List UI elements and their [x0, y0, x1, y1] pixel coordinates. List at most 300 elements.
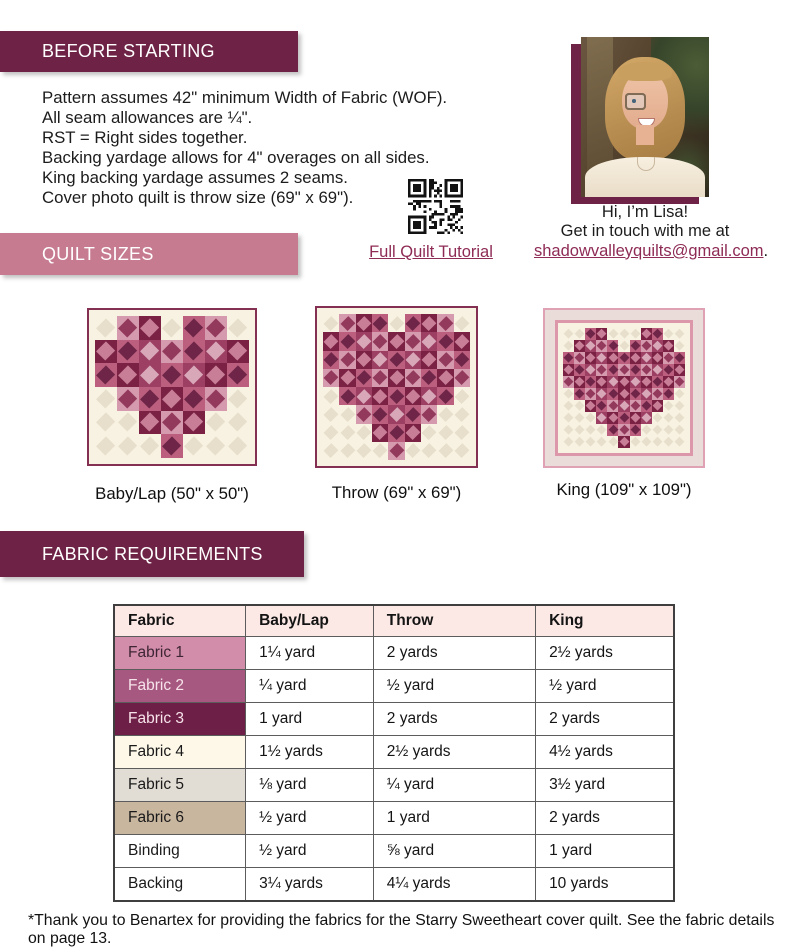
quilt-star	[184, 342, 203, 361]
quilt-block	[585, 340, 596, 352]
quilt-block	[574, 340, 585, 352]
quilt-block	[563, 328, 574, 340]
yardage-cell: ⅛ yard	[246, 769, 374, 802]
quilt-block	[405, 387, 421, 405]
quilt-star	[356, 407, 371, 422]
quilt-block	[652, 424, 663, 436]
quilt-star	[630, 401, 640, 411]
quilt-star	[373, 352, 388, 367]
quilt-block	[339, 332, 355, 350]
quilt-block	[596, 412, 607, 424]
quilt-star	[575, 401, 585, 411]
quilt-block	[95, 411, 117, 435]
quilt-block	[674, 328, 685, 340]
quilt-star	[597, 437, 607, 447]
quilt-star	[675, 401, 685, 411]
quilt-block	[674, 400, 685, 412]
quilt-star	[422, 352, 437, 367]
quilt-star	[619, 353, 629, 363]
quilt-star	[630, 377, 640, 387]
quilt-star	[454, 389, 469, 404]
quilt-block	[405, 332, 421, 350]
quilt-star	[228, 318, 247, 337]
quilt-block	[574, 424, 585, 436]
quilt-block	[652, 436, 663, 448]
quilt-block	[372, 351, 388, 369]
quilt-star	[652, 341, 662, 351]
quilt-block	[139, 411, 161, 435]
quilt-block	[372, 387, 388, 405]
quilt-block	[388, 424, 404, 442]
quilt-block	[630, 436, 641, 448]
quilt-block	[139, 363, 161, 387]
quilt-star	[575, 377, 585, 387]
quilt-star	[652, 425, 662, 435]
table-header-row	[114, 605, 674, 637]
quilt-star	[675, 413, 685, 423]
quilt-star	[454, 444, 469, 459]
quilt-block	[454, 369, 470, 387]
quilt-star	[575, 353, 585, 363]
quilt-star	[162, 342, 181, 361]
quilt-star	[356, 371, 371, 386]
quilt-block	[663, 376, 674, 388]
quilt-block	[356, 442, 372, 460]
quilt-block	[205, 434, 227, 458]
quilt-block	[95, 316, 117, 340]
quilt-star	[630, 329, 640, 339]
quilt-block	[652, 388, 663, 400]
quilt-star	[340, 334, 355, 349]
yardage-cell: 1 yard	[536, 835, 674, 868]
quilt-star	[641, 437, 651, 447]
full-quilt-tutorial-link[interactable]: Full Quilt Tutorial	[369, 243, 493, 261]
quilt-block	[139, 316, 161, 340]
quilt-block	[437, 424, 453, 442]
quilt-block	[454, 351, 470, 369]
quilt-block	[596, 388, 607, 400]
quilt-star	[675, 353, 685, 363]
quilt-block	[585, 364, 596, 376]
quilt-star	[324, 425, 339, 440]
quilt-block	[161, 434, 183, 458]
quilt-block	[421, 332, 437, 350]
quilt-block	[421, 424, 437, 442]
quilt-star	[630, 425, 640, 435]
quilt-block	[563, 388, 574, 400]
quilt-star	[652, 329, 662, 339]
quilt-star	[652, 365, 662, 375]
quilt-star	[96, 389, 115, 408]
quilt-block	[663, 364, 674, 376]
quilt-star	[608, 425, 618, 435]
quilt-grid	[95, 316, 249, 458]
quilt-star	[228, 436, 247, 455]
quilt-block	[227, 434, 249, 458]
qr-code-icon	[408, 179, 463, 234]
quilt-star	[438, 389, 453, 404]
quilt-star	[619, 389, 629, 399]
quilt-block	[227, 316, 249, 340]
quilt-block	[607, 424, 618, 436]
quilt-block	[652, 412, 663, 424]
quilt-star	[663, 353, 673, 363]
quilt-block	[372, 314, 388, 332]
quilt-block	[95, 363, 117, 387]
yardage-cell: 1¼ yard	[246, 637, 374, 670]
quilt-star	[228, 413, 247, 432]
quilt-star	[641, 329, 651, 339]
quilt-block	[585, 400, 596, 412]
fabric-label-cell: Fabric 5	[114, 769, 246, 802]
quilt-block	[372, 369, 388, 387]
quilt-star	[206, 436, 225, 455]
quilt-star	[597, 329, 607, 339]
quilt-star	[118, 318, 137, 337]
quilt-star	[586, 377, 596, 387]
quilt-star	[405, 407, 420, 422]
quilt-block	[574, 364, 585, 376]
quilt-grid	[323, 314, 470, 460]
quilt-block	[574, 388, 585, 400]
quilt-star	[564, 353, 574, 363]
quilt-block	[641, 400, 652, 412]
section-title-before-starting: BEFORE STARTING	[42, 41, 215, 61]
quilt-block	[652, 352, 663, 364]
section-title-fabric-requirements: FABRIC REQUIREMENTS	[42, 543, 263, 564]
quilt-border	[87, 308, 257, 466]
yardage-cell: ½ yard	[246, 835, 374, 868]
quilt-star	[340, 407, 355, 422]
quilt-block	[585, 424, 596, 436]
quilt-star	[630, 353, 640, 363]
quilt-star	[356, 352, 371, 367]
quilt-block	[652, 340, 663, 352]
quilt-block	[618, 376, 629, 388]
quilt-star	[619, 341, 629, 351]
quilt-star	[597, 341, 607, 351]
quilt-star	[663, 341, 673, 351]
quilt-block	[607, 388, 618, 400]
quilt-star	[608, 437, 618, 447]
quilt-caption-king: King (109" x 109")	[556, 480, 692, 499]
quilt-block	[630, 388, 641, 400]
quilt-star	[608, 353, 618, 363]
quilt-block	[139, 434, 161, 458]
quilt-star	[356, 444, 371, 459]
fabric-label-cell: Backing	[114, 868, 246, 902]
fabric-label-cell: Fabric 2	[114, 670, 246, 703]
quilt-star	[586, 389, 596, 399]
quilt-star	[140, 413, 159, 432]
quilt-block	[630, 424, 641, 436]
yardage-cell: 2 yards	[536, 703, 674, 736]
quilt-block	[607, 412, 618, 424]
quilt-star	[340, 444, 355, 459]
quilt-block	[641, 424, 652, 436]
yardage-cell: 2 yards	[373, 703, 535, 736]
quilt-block	[652, 364, 663, 376]
quilt-block	[641, 340, 652, 352]
quilt-star	[619, 413, 629, 423]
quilt-caption-throw: Throw (69" x 69")	[331, 483, 462, 502]
quilt-block	[618, 340, 629, 352]
quilt-block	[139, 387, 161, 411]
quilt-star	[575, 365, 585, 375]
quilt-block	[372, 424, 388, 442]
quilt-star	[575, 425, 585, 435]
quilt-block	[205, 387, 227, 411]
quilt-star	[608, 401, 618, 411]
quilt-star	[389, 444, 404, 459]
quilt-star	[389, 334, 404, 349]
yardage-cell: ¼ yard	[246, 670, 374, 703]
quilt-star	[630, 413, 640, 423]
quilt-grid	[563, 328, 685, 448]
quilt-block	[585, 376, 596, 388]
contact-greeting: Hi, I’m Lisa!	[601, 203, 689, 221]
yardage-cell: ⅝ yard	[373, 835, 535, 868]
quilt-block	[161, 387, 183, 411]
quilt-star	[630, 437, 640, 447]
quilt-block	[596, 424, 607, 436]
table-row	[114, 670, 674, 703]
quilt-block	[607, 436, 618, 448]
quilt-block	[421, 387, 437, 405]
quilt-star	[564, 365, 574, 375]
quilt-block	[323, 442, 339, 460]
quilt-block	[405, 442, 421, 460]
yardage-cell: 4½ yards	[536, 736, 674, 769]
quilt-block	[117, 434, 139, 458]
quilt-star	[340, 371, 355, 386]
quilt-star	[118, 436, 137, 455]
quilt-block	[356, 424, 372, 442]
quilt-block	[585, 436, 596, 448]
quilt-star	[340, 389, 355, 404]
yardage-cell: 1½ yards	[246, 736, 374, 769]
quilt-inner-frame	[555, 320, 693, 456]
quilt-block	[641, 352, 652, 364]
quilt-star	[597, 425, 607, 435]
quilt-star	[373, 334, 388, 349]
quilt-star	[564, 377, 574, 387]
quilt-star	[324, 444, 339, 459]
quilt-block	[454, 387, 470, 405]
quilt-star	[184, 413, 203, 432]
quilt-block	[585, 352, 596, 364]
quilt-block	[630, 328, 641, 340]
contact-email-line	[534, 241, 769, 261]
quilt-block	[323, 424, 339, 442]
quilt-block	[405, 351, 421, 369]
column-header: Throw	[373, 605, 535, 637]
email-link[interactable]: shadowvalleyquilts@gmail.com	[534, 241, 764, 260]
quilt-block	[652, 376, 663, 388]
quilt-star	[675, 437, 685, 447]
quilt-star	[96, 365, 115, 384]
quilt-star	[373, 407, 388, 422]
quilt-star	[422, 425, 437, 440]
quilt-block	[388, 314, 404, 332]
quilt-block	[356, 405, 372, 423]
quilt-block	[663, 340, 674, 352]
quilt-star	[641, 341, 651, 351]
quilt-star	[140, 318, 159, 337]
pattern-notes	[42, 88, 582, 208]
quilt-star	[663, 365, 673, 375]
section-title-quilt-sizes: QUILT SIZES	[42, 243, 154, 264]
yardage-cell: 1 yard	[246, 703, 374, 736]
quilt-block	[563, 412, 574, 424]
quilt-block	[205, 411, 227, 435]
quilt-star	[663, 389, 673, 399]
quilt-block	[339, 405, 355, 423]
quilt-block	[596, 328, 607, 340]
yardage-cell: 3½ yard	[536, 769, 674, 802]
quilt-block	[663, 424, 674, 436]
quilt-star	[675, 389, 685, 399]
quilt-star	[564, 425, 574, 435]
quilt-block	[574, 412, 585, 424]
quilt-star	[454, 425, 469, 440]
yardage-cell: 10 yards	[536, 868, 674, 902]
quilt-star	[438, 334, 453, 349]
quilt-star	[564, 401, 574, 411]
quilt-star	[597, 377, 607, 387]
quilt-star	[405, 389, 420, 404]
yardage-cell: 2½ yards	[373, 736, 535, 769]
quilt-block	[183, 434, 205, 458]
quilt-block	[117, 340, 139, 364]
fabric-label-cell: Binding	[114, 835, 246, 868]
quilt-block	[607, 364, 618, 376]
quilt-star	[206, 389, 225, 408]
quilt-block	[618, 352, 629, 364]
quilt-star	[608, 377, 618, 387]
quilt-block	[339, 351, 355, 369]
email-period: .	[763, 241, 769, 260]
quilt-star	[228, 365, 247, 384]
quilt-block	[227, 363, 249, 387]
quilt-block	[421, 351, 437, 369]
quilt-block	[663, 388, 674, 400]
quilt-star	[675, 341, 685, 351]
quilt-block	[652, 328, 663, 340]
quilt-block	[183, 340, 205, 364]
quilt-block	[674, 364, 685, 376]
quilt-star	[206, 342, 225, 361]
quilt-block	[596, 400, 607, 412]
quilt-block	[663, 328, 674, 340]
quilt-star	[630, 389, 640, 399]
table-row	[114, 769, 674, 802]
quilt-block	[641, 328, 652, 340]
quilt-star	[652, 389, 662, 399]
quilt-block	[339, 369, 355, 387]
quilt-caption-baby-lap: Baby/Lap (50" x 50")	[95, 484, 249, 503]
quilt-block	[227, 340, 249, 364]
quilt-block	[630, 412, 641, 424]
quilt-block	[323, 351, 339, 369]
quilt-star	[652, 353, 662, 363]
quilt-block	[183, 387, 205, 411]
quilt-star	[118, 342, 137, 361]
quilt-star	[162, 436, 181, 455]
quilt-star	[454, 407, 469, 422]
photo-neck	[636, 125, 654, 145]
quilt-block	[117, 387, 139, 411]
pattern-note-line: All seam allowances are ¼".	[42, 108, 253, 127]
quilt-star	[405, 371, 420, 386]
quilt-star	[663, 413, 673, 423]
quilt-star	[140, 436, 159, 455]
quilt-star	[405, 334, 420, 349]
quilt-block	[227, 387, 249, 411]
quilt-block	[563, 376, 574, 388]
yardage-cell: ½ yard	[536, 670, 674, 703]
quilt-star	[641, 389, 651, 399]
quilt-star	[675, 377, 685, 387]
quilt-block	[454, 314, 470, 332]
quilt-block	[405, 424, 421, 442]
quilt-block	[563, 364, 574, 376]
quilt-star	[575, 413, 585, 423]
quilt-block	[437, 369, 453, 387]
quilt-star	[438, 444, 453, 459]
quilt-star	[389, 352, 404, 367]
yardage-cell: 4¼ yards	[373, 868, 535, 902]
quilt-block	[183, 316, 205, 340]
quilt-star	[324, 371, 339, 386]
quilt-block	[607, 328, 618, 340]
contact-block	[534, 203, 769, 261]
quilt-star	[619, 377, 629, 387]
quilt-star	[356, 316, 371, 331]
quilt-block	[574, 328, 585, 340]
quilt-block	[421, 405, 437, 423]
quilt-star	[586, 341, 596, 351]
quilt-star	[608, 341, 618, 351]
quilt-star	[675, 425, 685, 435]
quilt-star	[564, 389, 574, 399]
quilt-star	[663, 401, 673, 411]
quilt-block	[356, 332, 372, 350]
quilt-star	[373, 316, 388, 331]
quilt-star	[586, 401, 596, 411]
quilt-image-baby-lap	[87, 308, 257, 466]
quilt-star	[652, 437, 662, 447]
quilt-star	[575, 329, 585, 339]
fabric-label-cell: Fabric 3	[114, 703, 246, 736]
quilt-star	[422, 389, 437, 404]
yardage-cell: 3¼ yards	[246, 868, 374, 902]
quilt-block	[563, 400, 574, 412]
quilt-star	[340, 352, 355, 367]
quilt-star	[389, 389, 404, 404]
quilt-star	[641, 401, 651, 411]
quilt-star	[140, 365, 159, 384]
quilt-star	[597, 353, 607, 363]
quilt-star	[228, 342, 247, 361]
quilt-block	[618, 388, 629, 400]
quilt-block	[630, 364, 641, 376]
quilt-star	[340, 316, 355, 331]
quilt-block	[95, 387, 117, 411]
quilt-block	[618, 400, 629, 412]
quilt-block	[596, 340, 607, 352]
quilt-star	[575, 341, 585, 351]
